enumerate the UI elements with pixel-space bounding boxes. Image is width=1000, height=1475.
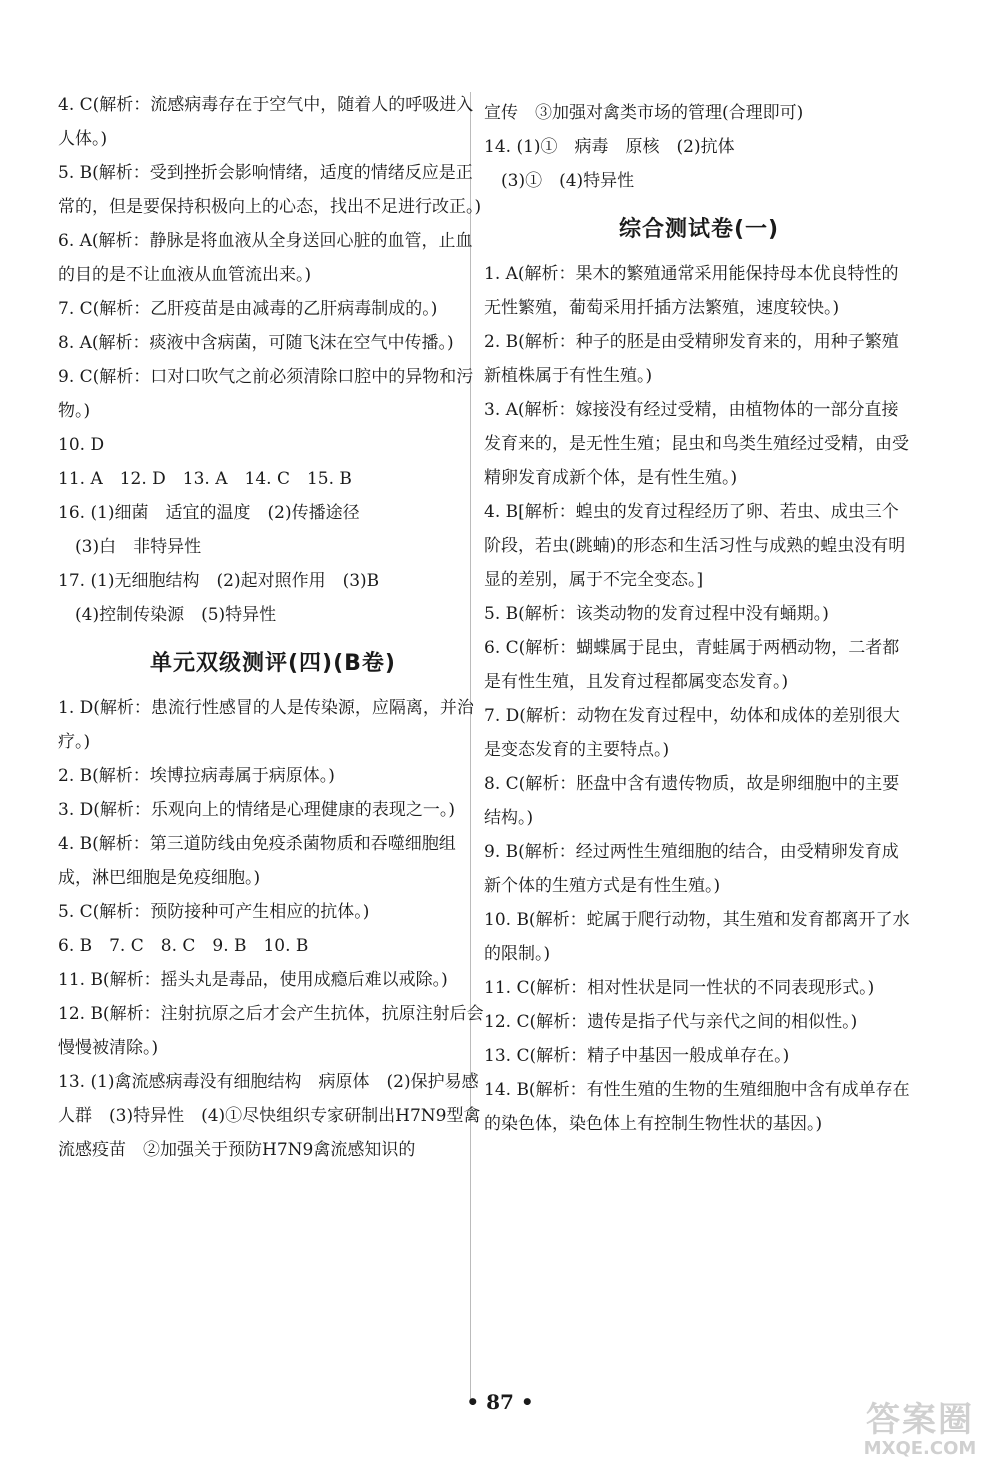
answer-item: 3. D(解析：乐观向上的情绪是心理健康的表现之一。) (58, 800, 456, 820)
section-heading: 单元双级测评(四)(B卷) (150, 651, 396, 676)
answer-item: 12. B(解析：注射抗原之后才会产生抗体，抗原注射后会慢慢被清除。) (58, 1004, 484, 1058)
left-column (58, 88, 488, 1167)
answer-item: 16. (1)细菌 适宜的温度 (2)传播途径 (3)白 非特异性 (58, 503, 360, 557)
answer-item: 12. C(解析：遗传是指子代与亲代之间的相似性。) (484, 1012, 858, 1032)
answer-item: 7. D(解析：动物在发育过程中，幼体和成体的差别很大是变态发育的主要特点。) (484, 706, 900, 760)
answer-item: 10. D (58, 435, 105, 455)
answer-item: 11. C(解析：相对性状是同一性状的不同表现形式。) (484, 978, 875, 998)
answer-item: 7. C(解析：乙肝疫苗是由减毒的乙肝病毒制成的。) (58, 299, 438, 319)
answer-item: 6. C(解析：蝴蝶属于昆虫，青蛙属于两栖动物，二者都是有性生殖，且发育过程都属变态发育。) (484, 638, 900, 692)
answer-item: 5. B(解析：受到挫折会影响情绪，适度的情绪反应是正常的，但是要保持积极向上的心态，找出不足进行改正。) (58, 163, 482, 217)
answer-item: 10. B(解析：蛇属于爬行动物，其生殖和发育都离开了水的限制。) (484, 910, 910, 964)
answer-item: 9. C(解析：口对口吹气之前必须清除口腔中的异物和污物。) (58, 367, 474, 421)
answer-item: 11. A 12. D 13. A 14. C 15. B (58, 469, 352, 489)
answer-item: 5. B(解析：该类动物的发育过程中没有蛹期。) (484, 604, 829, 624)
answer-item: 11. B(解析：摇头丸是毒品，使用成瘾后难以戒除。) (58, 970, 448, 990)
answer-item: 1. A(解析：果木的繁殖通常采用能保持母本优良特性的无性繁殖，葡萄采用扦插方法繁殖，速度较快。) (484, 264, 899, 318)
answer-item: 5. C(解析：预防接种可产生相应的抗体。) (58, 902, 370, 922)
answer-item: 13. C(解析：精子中基因一般成单存在。) (484, 1046, 790, 1066)
answer-item: 1. D(解析：患流行性感冒的人是传染源，应隔离，并治疗。) (58, 698, 474, 752)
watermark-url: MXQE.COM (863, 1438, 977, 1459)
answer-item: 8. A(解析：痰液中含病菌，可随飞沫在空气中传播。) (58, 333, 454, 353)
answer-item: 9. B(解析：经过两性生殖细胞的结合，由受精卵发育成新个体的生殖方式是有性生殖。) (484, 842, 899, 896)
answer-item: 4. B(解析：第三道防线由免疫杀菌物质和吞噬细胞组成，淋巴细胞是免疫细胞。) (58, 834, 456, 888)
watermark-title: 答案圈 (866, 1400, 974, 1440)
answer-item: 3. A(解析：嫁接没有经过受精，由植物体的一部分直接发育来的，是无性生殖；昆虫和鸟类生殖经过受精，由受精卵发育成新个体，是有性生殖。) (484, 400, 909, 488)
answer-item: 8. C(解析：胚盘中含有遗传物质，故是卵细胞中的主要结构。) (484, 774, 900, 828)
answer-item: 宣传 ③加强对禽类市场的管理(合理即可) (484, 103, 804, 123)
page-number: • 87 • (466, 1390, 534, 1414)
right-column (484, 96, 914, 1141)
answer-item: 6. B 7. C 8. C 9. B 10. B (58, 936, 309, 956)
answer-item: 4. B[解析：蝗虫的发育过程经历了卵、若虫、成虫三个阶段，若虫(跳蝻)的形态和生活习性与成熟的蝗虫没有明显的差别，属于不完全变态。] (484, 502, 906, 590)
answer-item: 2. B(解析：埃博拉病毒属于病原体。) (58, 766, 335, 786)
answer-item: 14. B(解析：有性生殖的生物的生殖细胞中含有成单存在的染色体，染色体上有控制生物性状的基因。) (484, 1080, 910, 1134)
section-heading: 综合测试卷(一) (618, 217, 780, 242)
answer-item: 4. C(解析：流感病毒存在于空气中，随着人的呼吸进入人体。) (58, 95, 474, 149)
answer-item: 2. B(解析：种子的胚是由受精卵发育来的，用种子繁殖新植株属于有性生殖。) (484, 332, 899, 386)
answer-item: 17. (1)无细胞结构 (2)起对照作用 (3)B (4)控制传染源 (5)特异性 (58, 571, 380, 625)
answer-item: 6. A(解析：静脉是将血液从全身送回心脏的血管，止血的目的是不让血液从血管流出来。) (58, 231, 473, 285)
answer-item: 14. (1)① 病毒 原核 (2)抗体 (3)① (4)特异性 (484, 137, 735, 191)
watermark-logo (860, 1400, 980, 1460)
answer-item: 13. (1)禽流感病毒没有细胞结构 病原体 (2)保护易感人群 (3)特异性 (4)①尽快组织专家研制出H7N9型禽流感疫苗 ②加强关于预防H7N9禽流感知识的 (58, 1072, 481, 1160)
